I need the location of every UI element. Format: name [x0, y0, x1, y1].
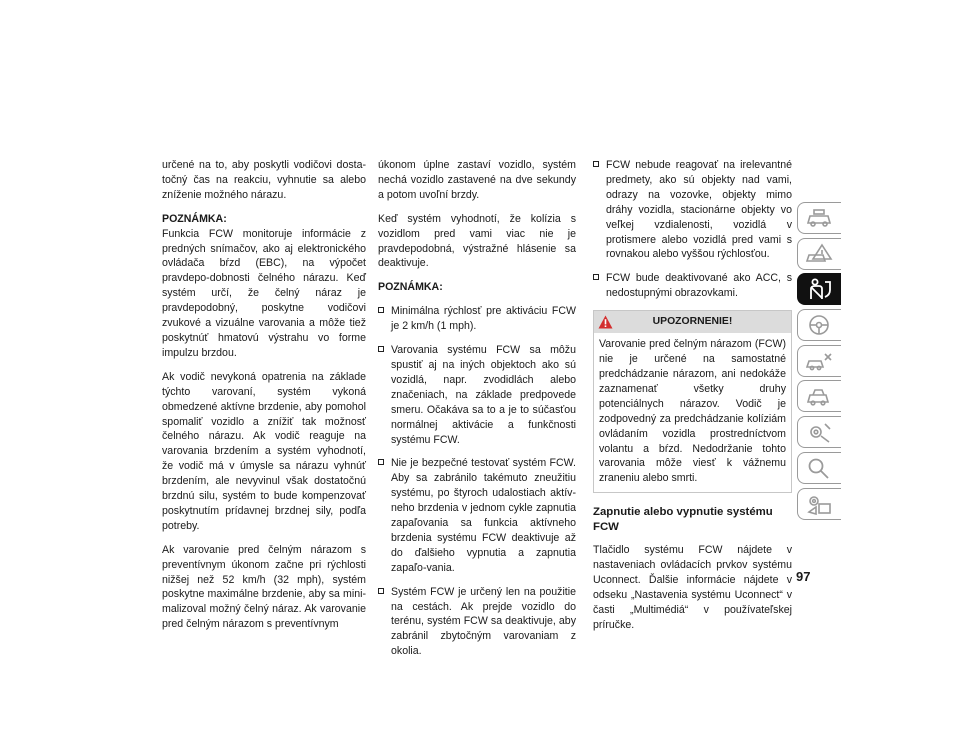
car-warning-icon	[805, 243, 833, 265]
seatbelt-person-icon	[805, 278, 833, 300]
tab-car-warning[interactable]	[797, 238, 841, 270]
tab-car-service[interactable]	[797, 380, 841, 412]
note-title: POZNÁMKA:	[162, 212, 227, 225]
list-item	[378, 304, 576, 334]
paragraph: určené na to, aby poskytli vodičovi dosta-točný čas na reakciu, vyhnutie sa alebo zníženie možného nárazu.	[162, 159, 366, 201]
list-item	[378, 343, 576, 447]
note-text: Funkcia FCW monitoruje informácie z predných snímačov, ako aj elektronického ovládača bŕzd (EBC), na výpočet pravdepo-dobnosti čelného nárazu. Keď systém určí, že čelný náraz je pravdepodobný, poskytne vodičovi zvukové a vizuálne varovania a môže tiež poskytnúť hmatovú výstrahu vo forme impulzu brzdou.	[162, 227, 366, 359]
list-item-text: FCW nebude reagovať na irelevantné predmety, ako sú objekty nad vami, odrazy na vozovke, objekty mimo dráhy vozidla, stacionárne objekty vo veľkej vzdialenosti, vozidlá v protismere alebo vozidlá pred vami s rovnakou alebo vyššou rýchlosťou.	[606, 159, 792, 261]
list-item	[378, 456, 576, 575]
warning-title: UPOZORNENIE!	[652, 316, 733, 328]
warning-box	[593, 310, 792, 493]
car-dashboard-icon	[805, 207, 833, 229]
multimedia-icon	[805, 493, 833, 515]
list-item-text: Nie je bezpečné testovať systém FCW. Aby sa zabránilo takémuto zneužitiu systému, po štyroch udalostiach aktív-neho brzdenia v jednom cykle zapnutia zapaľovania sa funkcia aktívneho brzdenia systému FCW deaktivuje až do ďalšieho vypnutia a zapnutia zapaľo-vania.	[391, 457, 576, 574]
list-item	[593, 271, 792, 301]
warning-triangle-icon	[598, 315, 613, 329]
checkbox-bullet-icon	[593, 161, 599, 167]
tab-car-crash[interactable]	[797, 345, 841, 377]
list-item	[593, 158, 792, 262]
text-column-1	[162, 158, 366, 641]
list-item-text: Systém FCW je určený len na použitie na cestách. Ak prejde vozidlo do terénu, systém FCW sa deaktivuje, aby zabránil zbytočným varovaniam z okolia.	[391, 585, 576, 658]
car-service-icon	[805, 385, 833, 407]
chapter-tabs	[797, 202, 845, 523]
gear-wrench-icon	[805, 421, 833, 443]
checkbox-bullet-icon	[378, 459, 384, 465]
text-column-2	[378, 158, 576, 668]
tab-safety[interactable]	[797, 273, 841, 305]
tab-multimedia[interactable]	[797, 488, 841, 520]
warning-text: Varovanie pred čelným nárazom (FCW) nie je určené na samostatné predchádzanie nárazom, ani nedokáže zaznamenať všetky druhy potenciálnych nárazov. Vodič je zodpovedný za predchádzanie kolíziám ovládaním vozidla prostredníctvom volantu a bŕzd. Nedodržanie tohto varovania môže viesť k vážnemu zraneniu alebo smrti.	[599, 338, 786, 485]
tab-search[interactable]	[797, 452, 841, 484]
search-icon	[805, 457, 833, 479]
text-column-3	[593, 158, 792, 641]
car-crash-icon	[805, 350, 833, 372]
paragraph: Ak vodič nevykoná opatrenia na základe týchto varovaní, systém vykoná obmedzené aktívne brzdenie, aby pomohol spomaliť vozidlo a znížiť tak možnosť čelného nárazu. Ak vodič reaguje na varovania brzdením a systém vyhodnotí, že vodič má v úmysle sa nárazu vyhnúť brzdením, ale nevyvinul však dostatočnú brzdnú silu, systém to bude kompenzovať poskytnutím prídavnej brzdnej sily, podľa potreby.	[162, 370, 366, 532]
paragraph: Keď systém vyhodnotí, že kolízia s vozidlom pred vami viac nie je pravdepodobná, výstražné hlásenie sa deaktivuje.	[378, 212, 576, 270]
tab-car-dashboard[interactable]	[797, 202, 841, 234]
note-title: POZNÁMKA:	[378, 281, 443, 294]
checkbox-bullet-icon	[378, 588, 384, 594]
tab-maintenance[interactable]	[797, 416, 841, 448]
paragraph: úkonom úplne zastaví vozidlo, systém nechá vozidlo zastavené na dve sekundy a potom uvoľní brzdy.	[378, 159, 576, 201]
paragraph: Ak varovanie pred čelným nárazom s preventívnym úkonom začne pri rýchlosti nižšej než 52 km/h (32 mph), systém poskytne maximálne brzdenie, aby sa mini-malizoval možný čelný náraz. Ak varovanie pred čelným nárazom s preventívnym	[162, 543, 366, 631]
steering-wheel-icon	[805, 314, 833, 336]
section-title: Zapnutie alebo vypnutie systému FCW	[593, 506, 773, 534]
paragraph: Tlačidlo systému FCW nájdete v nastaveniach ovládacích prvkov systému Uconnect. Ďalšie informácie nájdete v odseku „Nastavenia systému Uconnect“ v časti „Multimédiá“ v používateľskej príručke.	[593, 544, 792, 631]
checkbox-bullet-icon	[378, 307, 384, 313]
warning-header	[594, 311, 791, 333]
note-block	[162, 212, 366, 361]
checkbox-bullet-icon	[593, 274, 599, 280]
tab-steering[interactable]	[797, 309, 841, 341]
list-item	[378, 585, 576, 660]
list-item-text: Minimálna rýchlosť pre aktiváciu FCW je 2 km/h (1 mph).	[391, 305, 576, 333]
checkbox-bullet-icon	[378, 346, 384, 352]
list-item-text: FCW bude deaktivované ako ACC, s nedostupnými obrazovkami.	[606, 272, 792, 300]
list-item-text: Varovania systému FCW sa môžu spustiť aj na iných objektoch ako sú vozidlá, napr. zvodidlách alebo značeniach, na základe predpovede smeru. Očakáva sa to a je to súčasťou normálnej aktivácie a funkčnosti systému FCW.	[391, 344, 576, 446]
page-number: 97	[796, 569, 811, 584]
